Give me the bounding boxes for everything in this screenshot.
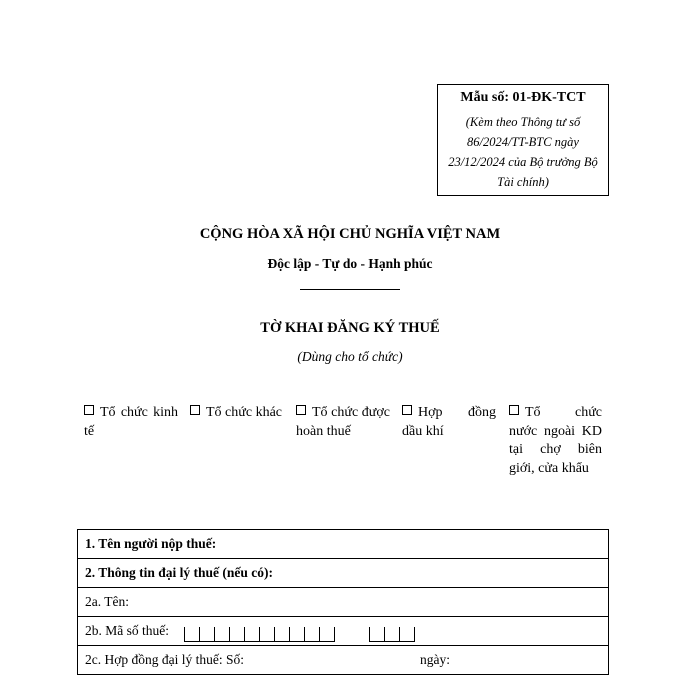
checkbox-icon[interactable] (190, 405, 200, 415)
agent-info-label: 2. Thông tin đại lý thuế (nếu có): (85, 565, 274, 580)
taxpayer-name-row[interactable] (78, 530, 608, 559)
form-code-box (437, 84, 609, 196)
form-title: TỜ KHAI ĐĂNG KÝ THUẾ (260, 320, 440, 336)
agent-contract-row[interactable] (78, 646, 608, 675)
option-hop-dong-dau-khi[interactable] (402, 404, 496, 441)
agent-tax-code-row[interactable] (78, 617, 608, 646)
option-label: Tổ chức nước ngoài KD tại chợ biên giới, cửa khẩu (509, 405, 602, 476)
agent-contract-label: 2c. Hợp đồng đại lý thuế: Số: (85, 652, 245, 667)
form-subtitle: (Dùng cho tổ chức) (297, 349, 403, 364)
option-label: Hợp đồng dầu khí (402, 405, 496, 439)
tax-code-cells[interactable] (184, 627, 334, 643)
checkbox-icon[interactable] (84, 405, 94, 415)
option-to-chuc-khac[interactable] (190, 404, 284, 423)
agent-tax-code-label: 2b. Mã số thuế: (85, 623, 169, 638)
checkbox-icon[interactable] (402, 405, 412, 415)
tax-code-suffix-cells[interactable] (369, 627, 414, 643)
option-label: Tổ chức được hoàn thuế (296, 405, 390, 439)
agent-name-label: 2a. Tên: (85, 594, 129, 609)
form-code-title: Mẫu số: 01-ĐK-TCT (460, 90, 586, 105)
option-label: Tổ chức kinh tế (84, 405, 178, 439)
agent-name-row[interactable] (78, 588, 608, 617)
agent-info-row (78, 559, 608, 588)
agent-contract-date-label: ngày: (420, 652, 450, 667)
motto-underline (300, 289, 400, 290)
taxpayer-name-label: 1. Tên người nộp thuế: (85, 536, 217, 551)
taxpayer-info-table (77, 529, 609, 675)
checkbox-icon[interactable] (509, 405, 519, 415)
option-to-chuc-duoc-hoan-thue[interactable] (296, 404, 390, 441)
checkbox-icon[interactable] (296, 405, 306, 415)
option-label: Tổ chức khác (206, 405, 282, 420)
nation-title: CỘNG HÒA XÃ HỘI CHỦ NGHĨA VIỆT NAM (199, 226, 501, 242)
nation-motto: Độc lập - Tự do - Hạnh phúc (267, 256, 433, 271)
option-to-chuc-kinh-te[interactable] (84, 404, 178, 441)
form-code-note: (Kèm theo Thông tư số 86/2024/TT-BTC ngày 23/12/2024 của Bộ trưởng Bộ Tài chính) (448, 115, 598, 189)
option-to-chuc-nuoc-ngoai[interactable] (509, 404, 602, 478)
